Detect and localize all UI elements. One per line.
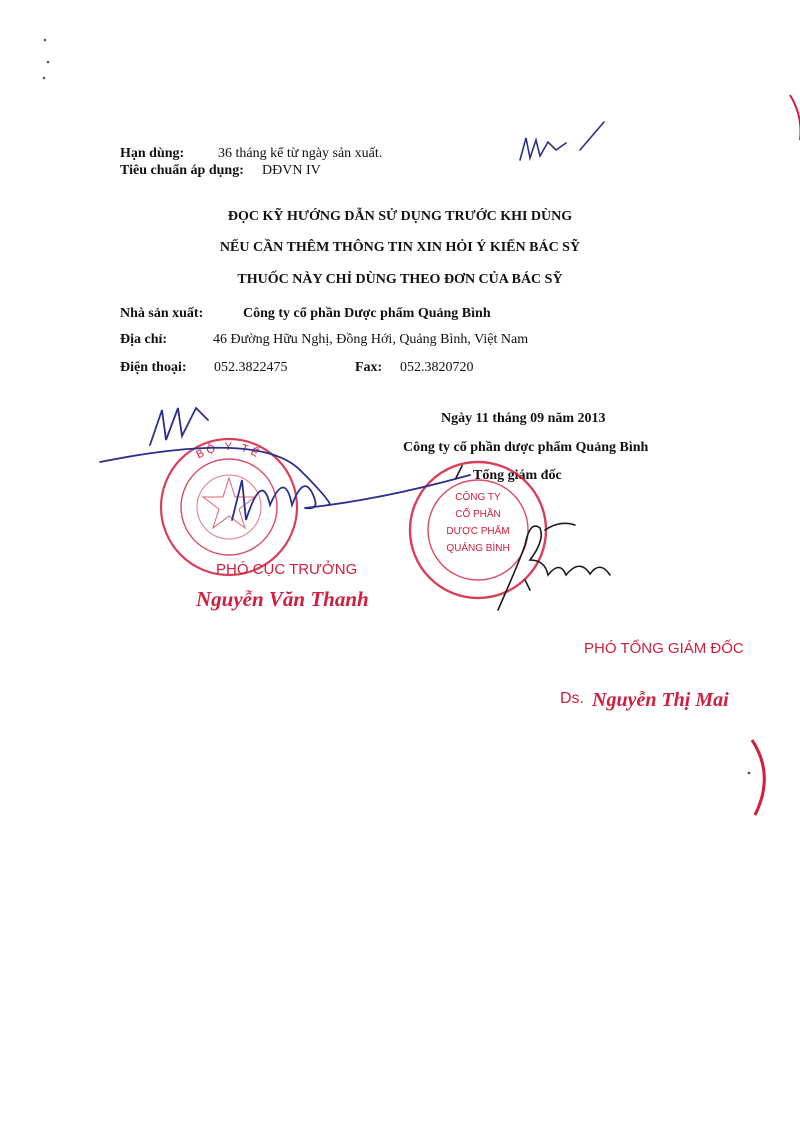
right-signatory-name: Nguyễn Thị Mai	[592, 689, 729, 711]
ministry-seal	[161, 439, 297, 575]
company-line: Công ty cổ phần dược phẩm Quảng Bình	[403, 440, 649, 455]
ministry-seal-text: BỘ Y TẾ	[194, 440, 264, 462]
address-value: 46 Đường Hữu Nghị, Đồng Hới, Quảng Bình, Việt Nam	[213, 332, 529, 347]
warning-prescription-only: THUỐC NÀY CHỈ DÙNG THEO ĐƠN CỦA BÁC SỸ	[237, 272, 563, 287]
right-signatory-prefix: Ds.	[560, 690, 584, 707]
right-signature	[456, 466, 610, 610]
warning-read-instructions: ĐỌC KỸ HƯỚNG DẪN SỬ DỤNG TRƯỚC KHI DÙNG	[227, 209, 573, 224]
fax-value: 052.3820720	[400, 360, 474, 375]
standard-label: Tiêu chuẩn áp dụng:	[120, 163, 244, 178]
left-signatory-name: Nguyễn Văn Thanh	[196, 587, 369, 611]
left-signatory-title: PHÓ CỤC TRƯỞNG	[216, 561, 358, 578]
manufacturer-label: Nhà sản xuất:	[120, 306, 204, 321]
director-line: Tổng giám đốc	[473, 468, 562, 483]
company-seal-line-1: CÔNG TY	[455, 492, 501, 503]
phone-label: Điện thoại:	[120, 360, 187, 375]
edge-marks	[43, 39, 751, 775]
standard-value: DĐVN IV	[262, 163, 321, 178]
expiry-value: 36 tháng kể từ ngày sản xuất.	[218, 146, 383, 161]
company-seal-line-3: DƯỢC PHẨM	[446, 526, 510, 537]
initials-signature-top	[520, 122, 604, 160]
partial-stamp-edge	[752, 95, 800, 815]
company-seal-line-4: QUẢNG BÌNH	[446, 543, 510, 554]
expiry-label: Hạn dùng:	[120, 146, 185, 161]
phone-value: 052.3822475	[214, 360, 288, 375]
address-label: Địa chỉ:	[120, 332, 168, 347]
right-signatory-title: PHÓ TỔNG GIÁM ĐỐC	[584, 640, 744, 657]
manufacturer-value: Công ty cổ phần Dược phẩm Quảng Bình	[243, 306, 491, 321]
company-seal-line-2: CỔ PHẦN	[455, 509, 501, 520]
date-line: Ngày 11 tháng 09 năm 2013	[441, 411, 606, 426]
fax-label: Fax:	[355, 360, 383, 375]
warning-ask-doctor: NẾU CẦN THÊM THÔNG TIN XIN HỎI Ý KIẾN BÁC SỸ	[219, 240, 581, 255]
